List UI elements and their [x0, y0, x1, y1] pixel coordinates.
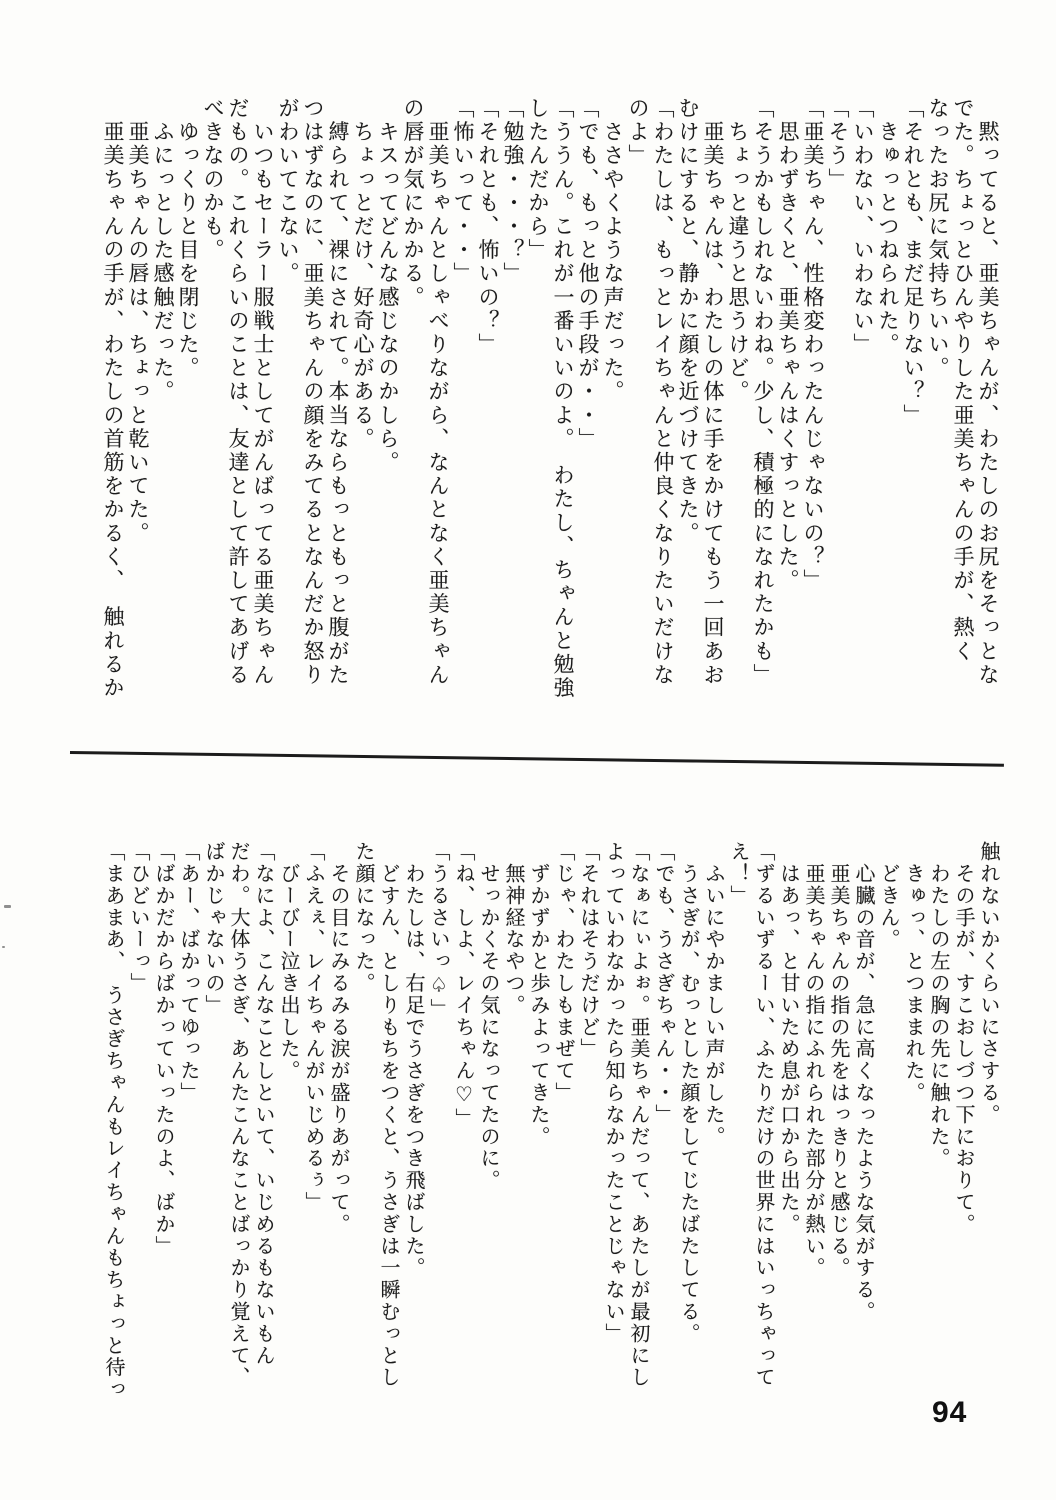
text-line: 「でも、もっと他の手段が・・」	[576, 97, 600, 451]
text-line: え！」	[727, 841, 749, 907]
text-line: ささやくような声だった。	[601, 97, 625, 404]
text-line: 「あー、ばかってゆった」	[177, 841, 199, 1104]
text-line: 「ふえぇ、レイちゃんがいじめるぅ」	[302, 841, 324, 1214]
text-line: の唇が気にかかる。	[401, 97, 425, 310]
text-line: 「なぁにぃよぉ。亜美ちゃんだって、あたしが最初にし	[627, 841, 649, 1389]
text-line: 思わずきくと、亜美ちゃんはくすっとした。	[776, 97, 800, 593]
text-line: た顔になった。	[352, 841, 374, 995]
text-line: どきん。	[877, 841, 899, 951]
text-line: 亜美ちゃんの唇は、ちょっと乾いてた。	[126, 97, 150, 546]
text-line: うさぎが、むっとした顔をしてじたばたしてる。	[677, 841, 699, 1345]
text-line: べきなのかも。	[201, 97, 225, 263]
page-number: 94	[932, 1396, 968, 1429]
text-line: ずかずかと歩みよってきた。	[527, 841, 549, 1148]
text-line: だもの。これくらいのことは、友達として許してあげる	[226, 97, 250, 687]
text-line: きゅっとつねられた。	[876, 97, 900, 357]
text-line: いつもセーラー服戦士としてがんばってる亜美ちゃん	[251, 97, 275, 687]
text-line: 「じゃ、わたしもまぜて」	[552, 841, 574, 1104]
text-line: ちょっとだけ、好奇心がある。	[351, 97, 375, 451]
text-line: その目にみるみる涙が盛りあがって。	[327, 841, 349, 1236]
top-text-block	[88, 97, 1000, 757]
text-line: その手が、すこおしづつ下におりて。	[952, 841, 974, 1236]
text-line: びーびー泣き出した。	[277, 841, 299, 1082]
text-line: 亜美ちゃんとしゃべりながら、なんとなく亜美ちゃん	[426, 97, 450, 687]
text-line: 「なによ、こんなことしといて、いじめるもないもん	[252, 841, 274, 1367]
text-line: わたしは、右足でうさぎをつき飛ばした。	[402, 841, 424, 1279]
text-line: 亜美ちゃんの手が、わたしの首筋をかるく、 触れるか	[101, 97, 125, 701]
text-line: 亜美ちゃんの指にふれられた部分が熱い。	[802, 841, 824, 1279]
text-line: 無神経なやつ。	[502, 841, 524, 1017]
text-line: がわいてこない。	[276, 97, 300, 286]
text-line: 黙ってると、亜美ちゃんが、わたしのお尻をそっとな	[976, 97, 1000, 687]
text-line: 「ひどいーっ」	[127, 841, 149, 995]
scan-artifact	[4, 905, 11, 908]
text-line: 「ばかだからばかっていったのよ、ばか」	[152, 841, 174, 1258]
text-line: わたしの左の胸の先に触れた。	[927, 841, 949, 1170]
text-line: 「そう」	[826, 97, 850, 192]
text-line: ゆっくりと目を閉じた。	[176, 97, 200, 381]
text-line: 「亜美ちゃん、性格変わったんじゃないの？」	[801, 97, 825, 593]
text-line: ちょっと違うと思うけど。	[726, 97, 750, 404]
text-line: きゅっ、とつままれた。	[902, 841, 924, 1104]
text-line: 「勉強・・・？」	[501, 97, 525, 286]
text-line: 「うるさいっ♤」	[427, 841, 449, 1021]
text-line: キスってどんな感じなのかしら。	[376, 97, 400, 475]
text-line: 「それとも、まだ足りない？」	[901, 97, 925, 428]
text-line: 「まあまあ、 うさぎちゃんもレイちゃんもちょっと待っ	[102, 841, 124, 1401]
text-line: 「怖いって・・」	[451, 97, 475, 286]
text-line: 「それはそうだけど」	[577, 841, 599, 1060]
text-line: 縛られて、裸にされて。本当ならもっともっと腹がた	[326, 97, 350, 687]
text-line: 触れないかくらいにさする。	[977, 841, 999, 1126]
text-line: 心臓の音が、急に高くなったような気がする。	[852, 841, 874, 1323]
text-line: むけにすると、静かに顔を近づけてきた。	[676, 97, 700, 546]
text-line: したんだから」	[526, 97, 550, 263]
bottom-text-block	[88, 841, 1000, 1441]
text-line: でた。ちょっとひんやりした亜美ちゃんの手が、熱く	[951, 97, 975, 664]
text-line: 「いわない、いわない」	[851, 97, 875, 357]
text-line: どすん、としりもちをつくと、うさぎは一瞬むっとし	[377, 841, 399, 1389]
text-line: 「ずるいずるーい、ふたりだけの世界にはいっちゃって	[752, 841, 774, 1389]
text-line: ふいにやかましい声がした。	[702, 841, 724, 1148]
text-line: はあっ、と甘いため息が口から出た。	[777, 841, 799, 1236]
text-line: 「それとも、怖いの？」	[476, 97, 500, 357]
text-line: 「そうかもしれないわね。少し、積極的になれたかも」	[751, 97, 775, 687]
text-line: ふにっとした感触だった。	[151, 97, 175, 404]
text-line: だわ。大体うさぎ、あんたこんなことばっかり覚えて、	[227, 841, 249, 1389]
text-line: つはずなのに、亜美ちゃんの顔をみてるとなんだか怒り	[301, 97, 325, 687]
text-line: なったお尻に気持ちいい。	[926, 97, 950, 381]
text-line: ばかじゃないの」	[202, 841, 224, 1017]
text-line: のよ」	[626, 97, 650, 168]
text-line: 亜美ちゃんは、わたしの体に手をかけてもう一回あお	[701, 97, 725, 687]
text-line: 「ね、しよ、レイちゃん♡」	[452, 841, 474, 1130]
text-line: せっかくその気になってたのに。	[477, 841, 499, 1192]
scan-artifact	[2, 946, 5, 948]
text-line: 「でも、うさぎちゃん・・」	[652, 841, 674, 1126]
text-line: よっていわなかったら知らなかったことじゃない」	[602, 841, 624, 1345]
text-line: 亜美ちゃんの指の先をはっきりと感じる。	[827, 841, 849, 1279]
text-line: 「わたしは、もっとレイちゃんと仲良くなりたいだけな	[651, 97, 675, 687]
text-line: 「ううん。これが一番いいのよ。 わたし、ちゃんと勉強	[551, 97, 575, 701]
